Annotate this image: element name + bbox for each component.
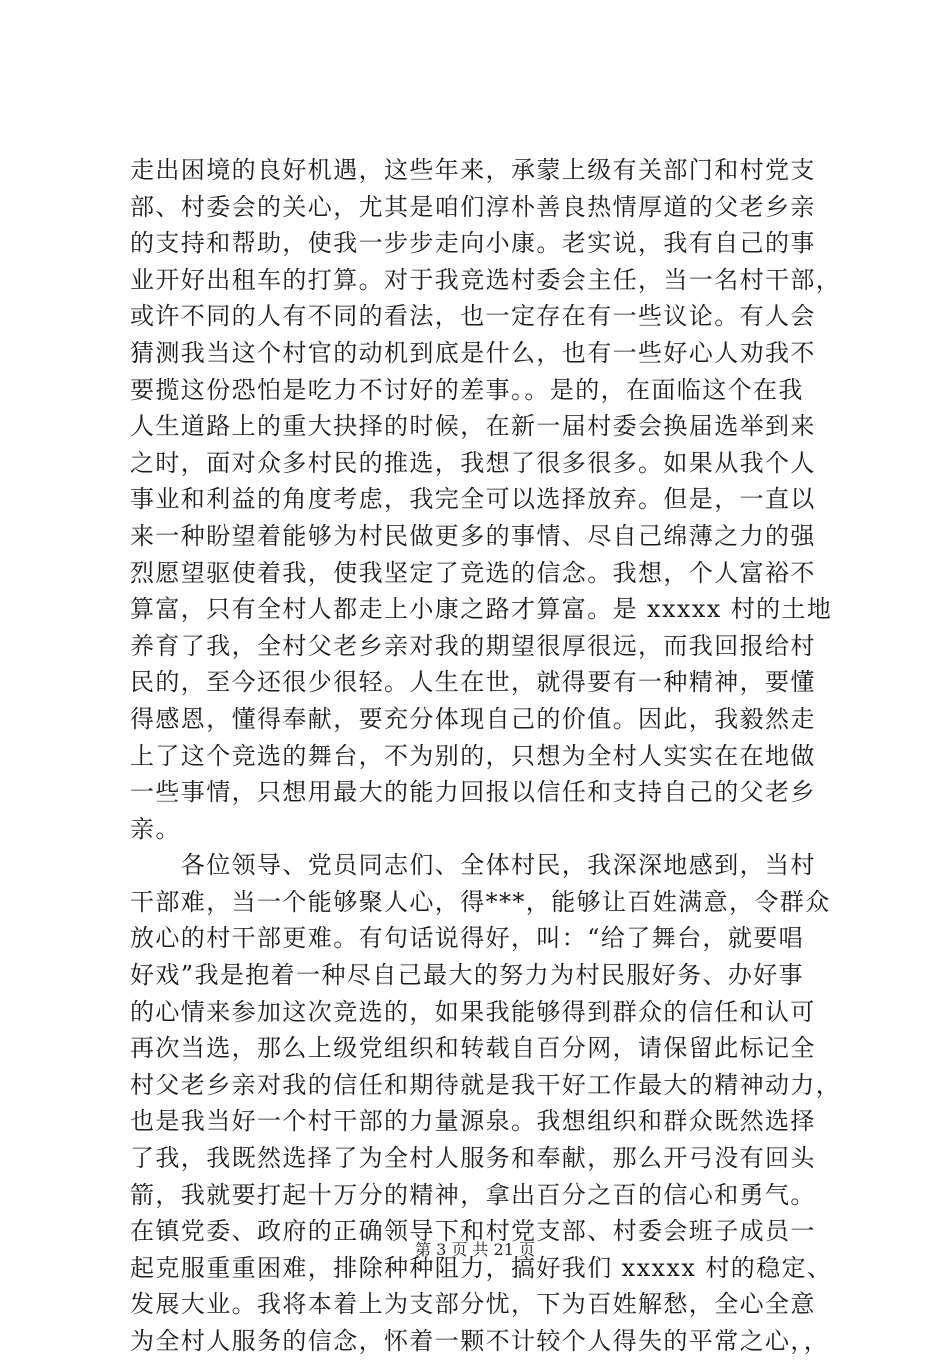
text-line: 民的，至今还很少很轻。人生在世，就得要有一种精神，要懂 [130,668,816,697]
text-line: 走出困境的良好机遇，这些年来，承蒙上级有关部门和村党支 [130,156,816,184]
text-line: 也是我当好一个村干部的力量源泉。我想组织和群众既然选择 [130,1107,816,1136]
text-line: 事业和利益的角度考虑，我完全可以选择放弃。但是，一直以 [130,485,816,514]
text-line: 村父老乡亲对我的信任和期待就是我干好工作最大的精神动力， [130,1070,842,1099]
text-line: 猜测我当这个村官的动机到底是什么，也有一些好心人劝我不 [130,338,816,367]
text-line: 人生道路上的重大抉择的时候，在新一届村委会换届选举到来 [130,412,816,441]
page-number-footer: 第 3 页 共 21 页 [415,1240,535,1259]
text-line: 干部难，当一个能够聚人心，得***，能够让百姓满意，令群众 [130,887,831,916]
text-line: 要揽这份恐怕是吃力不讨好的差事。。是的，在面临这个在我 [130,375,804,404]
text-line: 起克服重重困难，排除种种阻力，搞好我们 xxxxx 村的稳定、 [130,1253,833,1282]
text-line: 了我，我既然选择了为全村人服务和奉献，那么开弓没有回头 [130,1144,816,1173]
text-line: 好戏”我是抱着一种尽自己最大的努力为村民服好务、办好事 [130,961,805,990]
body-text [130,152,842,1360]
text-line: 养育了我，全村父老乡亲对我的期望很厚很远，而我回报给村 [130,631,816,660]
text-line: 一些事情，只想用最大的能力回报以信任和支持自己的父老乡 [130,778,816,807]
text-line: 部、村委会的关心，尤其是咱们淳朴善良热情厚道的父老乡亲 [130,192,816,221]
text-line: 箭，我就要打起十万分的精神，拿出百分之百的信心和勇气。 [130,1180,816,1209]
text-line: 或许不同的人有不同的看法，也一定存在有一些议论。有人会 [130,302,816,331]
text-line: 来一种盼望着能够为村民做更多的事情、尽自己绵薄之力的强 [130,521,816,550]
text-line: 业开好出租车的打算。对于我竞选村委会主任，当一名村干部， [130,265,842,294]
text-line: 亲。 [130,814,181,843]
text-line: 为全村人服务的信念，怀着一颗不计较个人得失的平常之心，， [130,1327,830,1355]
text-line: 得感恩，懂得奉献，要充分体现自己的价值。因此，我毅然走 [130,704,816,733]
text-line: 上了这个竞选的舞台，不为别的，只想为全村人实实在在地做 [130,741,816,770]
text-line: 在镇党委、政府的正确领导下和村党支部、村委会班子成员一 [130,1217,816,1246]
text-line: 再次当选，那么上级党组织和转载自百分网，请保留此标记全 [130,1034,816,1063]
text-line: 烈愿望驱使着我，使我坚定了竞选的信念。我想，个人富裕不 [130,558,816,587]
text-line: 的心情来参加这次竞选的，如果我能够得到群众的信任和认可 [130,997,816,1026]
text-line: 算富，只有全村人都走上小康之路才算富。是 xxxxx 村的土地 [130,595,833,624]
text-line: 之时，面对众多村民的推选，我想了很多很多。如果从我个人 [130,448,816,477]
text-line: 放心的村干部更难。有句话说得好，叫：“给了舞台，就要唱 [130,924,805,953]
paragraph-start-line: 各位领导、党员同志们、全体村民，我深深地感到，当村 [130,851,816,880]
text-line: 的支持和帮助，使我一步步走向小康。老实说，我有自己的事 [130,229,816,258]
text-line: 发展大业。我将本着上为支部分忧，下为百姓解愁，全心全意 [130,1290,816,1319]
